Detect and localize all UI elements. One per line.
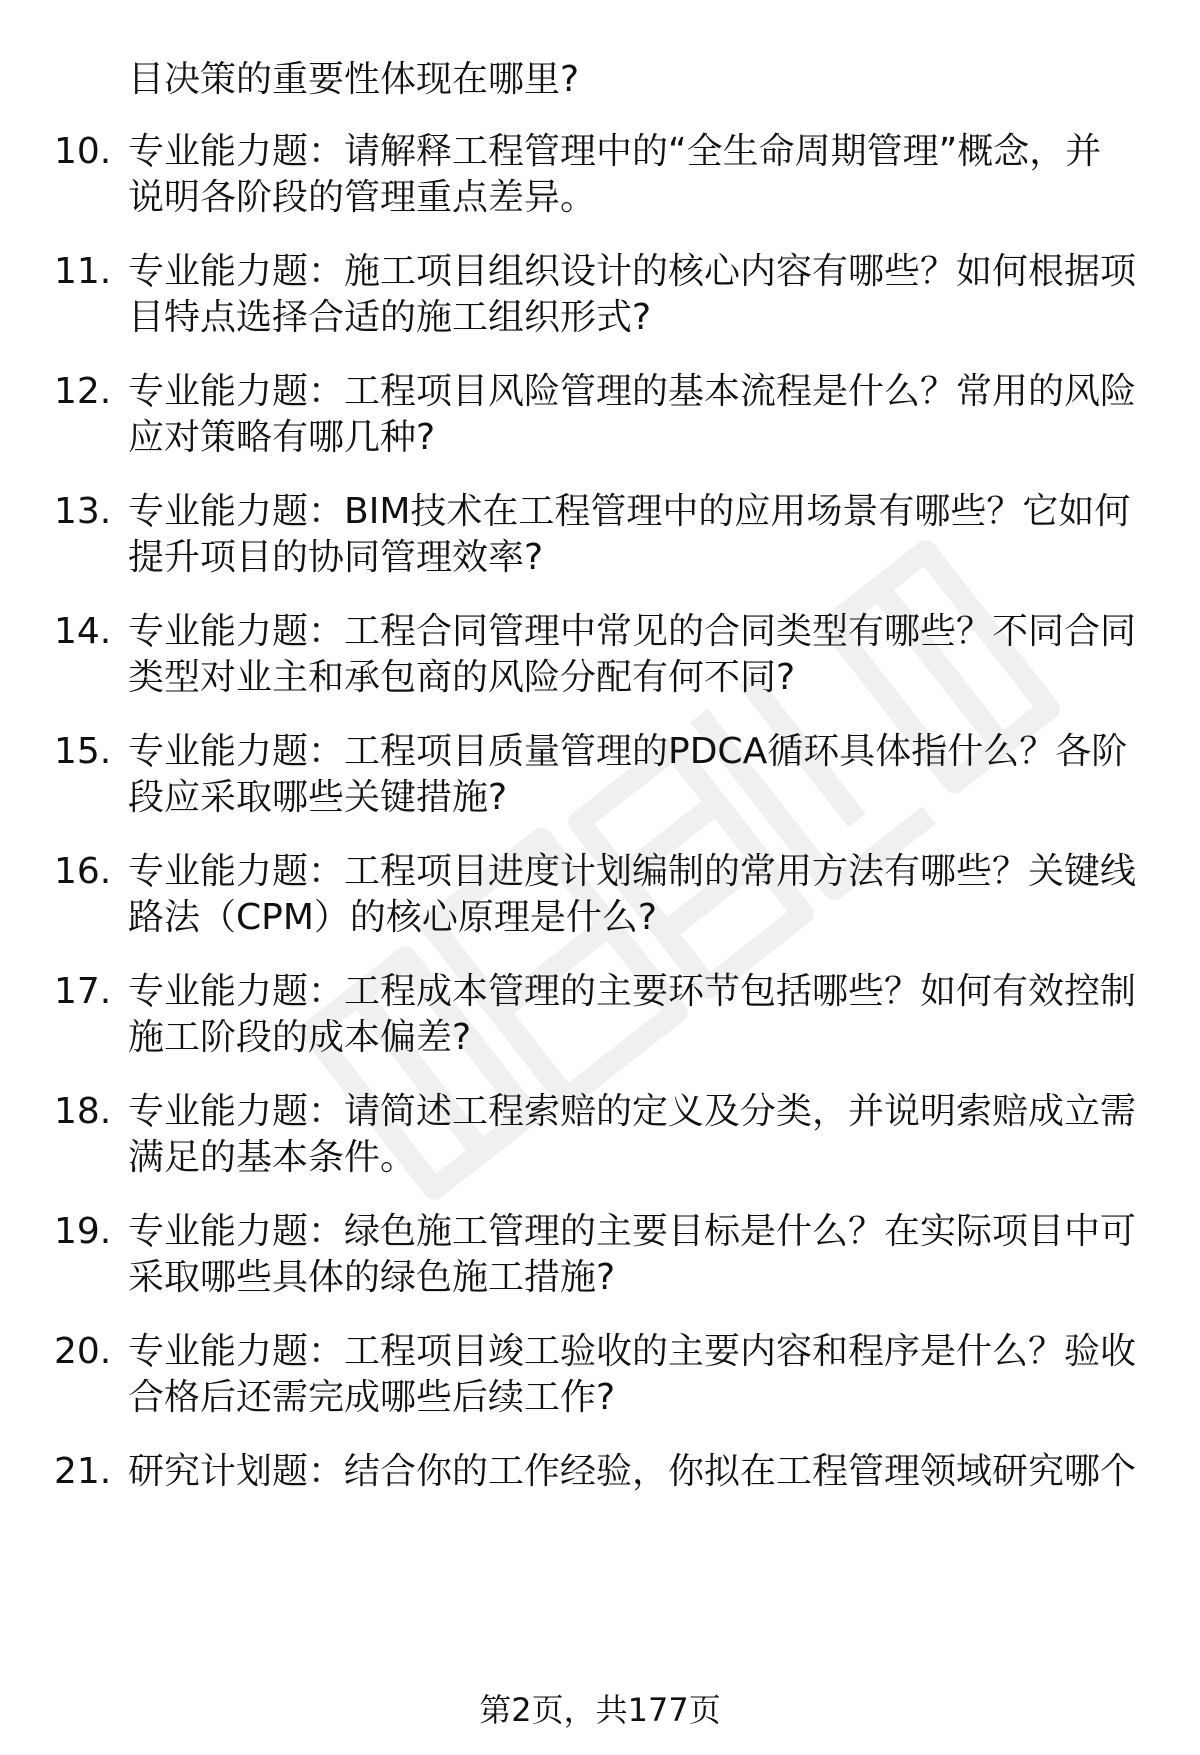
- question-text-line: 专业能力题：工程项目进度计划编制的常用方法有哪些？关键线: [128, 851, 1137, 892]
- question-number: 19.: [54, 1211, 112, 1252]
- question-text-line: 专业能力题：请解释工程管理中的“全生命周期管理”概念，并: [128, 131, 1102, 172]
- question-number: 10.: [54, 131, 112, 172]
- list-item: [0, 129, 1200, 221]
- question-number: 18.: [54, 1091, 112, 1132]
- list-item: [0, 849, 1200, 941]
- list-item: [0, 1449, 1200, 1541]
- question-number: 13.: [54, 491, 112, 532]
- question-text-line: 提升项目的协同管理效率?: [128, 537, 544, 578]
- question-number: 12.: [54, 371, 112, 412]
- question-text-line: 目特点选择合适的施工组织形式?: [128, 297, 652, 338]
- question-number: 14.: [54, 611, 112, 652]
- list-item: [0, 1089, 1200, 1181]
- list-item: [0, 1209, 1200, 1301]
- list-item: [0, 249, 1200, 341]
- question-text-line: 合格后还需完成哪些后续工作?: [128, 1377, 616, 1418]
- question-text-line: 应对策略有哪几种?: [128, 417, 436, 458]
- question-number: 16.: [54, 851, 112, 892]
- question-text-line: 说明各阶段的管理重点差异。: [128, 177, 597, 218]
- question-text-line: 专业能力题：工程项目风险管理的基本流程是什么？常用的风险: [128, 371, 1137, 412]
- question-text-line: 类型对业主和承包商的风险分配有何不同?: [128, 657, 796, 698]
- question-text-line: 满足的基本条件。: [128, 1137, 417, 1178]
- question-text-line: 专业能力题：请简述工程索赔的定义及分类，并说明索赔成立需: [128, 1091, 1137, 1132]
- question-text-line: 段应采取哪些关键措施?: [128, 777, 508, 818]
- question-number: 20.: [54, 1331, 112, 1372]
- list-item: [0, 1329, 1200, 1421]
- question-text-line: 专业能力题：工程项目质量管理的PDCA循环具体指什么？各阶: [128, 731, 1128, 772]
- question-text-line: 研究计划题：结合你的工作经验，你拟在工程管理领域研究哪个: [128, 1451, 1137, 1492]
- list-item: [0, 609, 1200, 701]
- question-text-line: 路法（CPM）的核心原理是什么?: [128, 897, 658, 938]
- list-item: [0, 489, 1200, 581]
- question-text-line: 专业能力题：施工项目组织设计的核心内容有哪些？如何根据项: [128, 251, 1137, 292]
- question-number: 11.: [54, 251, 112, 292]
- page-footer: 第2页，共177页: [479, 1691, 721, 1729]
- question-text-line: 专业能力题：工程合同管理中常见的合同类型有哪些？不同合同: [128, 611, 1137, 652]
- list-item: [0, 729, 1200, 821]
- question-number: 15.: [54, 731, 112, 772]
- question-text-line: 施工阶段的成本偏差?: [128, 1017, 472, 1058]
- question-number: 21.: [54, 1451, 112, 1492]
- question-number: 17.: [54, 971, 112, 1012]
- question-text-line: 采取哪些具体的绿色施工措施?: [128, 1257, 616, 1298]
- question-text-line: 专业能力题：工程项目竣工验收的主要内容和程序是什么？验收: [128, 1331, 1137, 1372]
- question-text-line: 专业能力题：工程成本管理的主要环节包括哪些？如何有效控制: [128, 971, 1137, 1012]
- question-text-line: 专业能力题：BIM技术在工程管理中的应用场景有哪些？它如何: [128, 491, 1131, 532]
- question-text-line: 专业能力题：绿色施工管理的主要目标是什么？在实际项目中可: [128, 1211, 1137, 1252]
- list-item: [0, 969, 1200, 1061]
- question-continuation: 目决策的重要性体现在哪里?: [128, 59, 580, 100]
- list-item: [0, 369, 1200, 461]
